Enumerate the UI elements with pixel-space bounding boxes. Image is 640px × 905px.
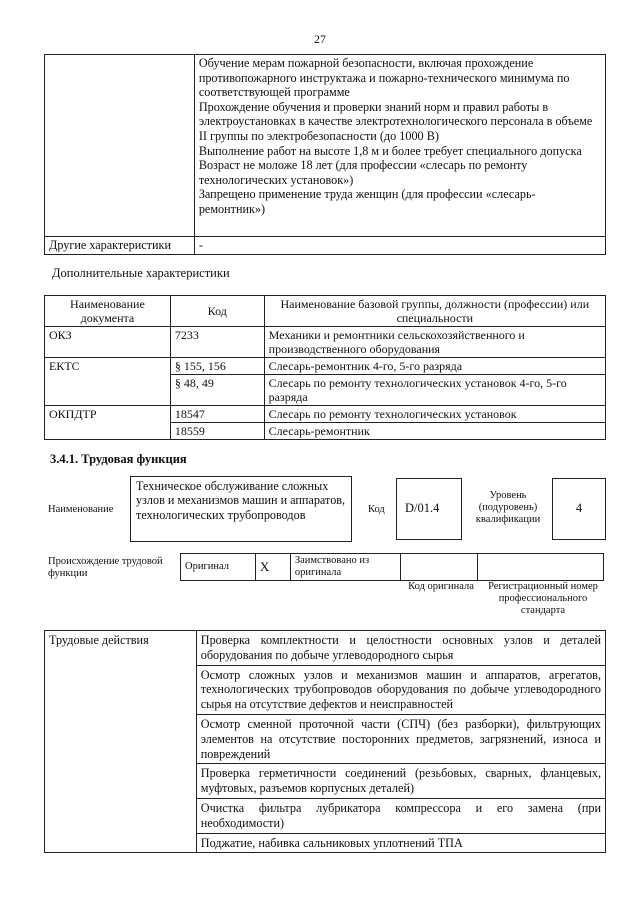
requirement-item: Запрещено применение труда женщин (для профессии «слесарь-ремонтник»): [198, 187, 536, 216]
labor-actions-label: Трудовые действия: [45, 631, 197, 853]
table-row: [45, 406, 606, 423]
requirement-item: Обучение мерам пожарной безопасности, включая прохождение противопожарного инструктажа и пожарно-технического минимума по соответствующей программе: [198, 56, 570, 100]
reg-number-label: Регистрационный номер профессионального стандарта: [488, 581, 598, 616]
qualification-level-label: Уровень (подуровень) квалификации: [475, 490, 541, 525]
doc-cell: ОКПДТР: [45, 406, 171, 440]
other-characteristics-label: Другие характеристики: [45, 237, 195, 255]
action-item: Поджатие, набивка сальниковых уплотнений ТПА: [196, 833, 605, 853]
additional-characteristics-table: [44, 295, 606, 440]
name-label: Наименование: [48, 504, 114, 515]
code-original-cell: [400, 554, 478, 581]
code-cell: 18547: [170, 406, 264, 423]
origin-label: Происхождение трудовой функции: [48, 556, 163, 579]
function-name-box: [130, 476, 352, 542]
table-row: [45, 327, 606, 358]
original-mark: X: [255, 554, 290, 581]
other-characteristics-value: -: [194, 237, 605, 255]
code-original-label: Код оригинала: [408, 581, 474, 592]
name-cell: Механики и ремонтники сельскохозяйственного и производственного оборудования: [264, 327, 605, 358]
section-title: 3.4.1. Трудовая функция: [50, 452, 187, 466]
header-group-name: Наименование базовой группы, должности (профессии) или специальности: [264, 296, 605, 327]
code-label: Код: [368, 504, 385, 515]
code-cell: 7233: [170, 327, 264, 358]
function-name-value: Техническое обслуживание сложных узлов и механизмов машин и аппаратов, технологических трубопроводов: [136, 479, 346, 522]
additional-characteristics-title: Дополнительные характеристики: [52, 266, 230, 280]
reg-number-cell: [478, 554, 604, 581]
code-cell: § 48, 49: [170, 375, 264, 406]
code-cell: § 155, 156: [170, 358, 264, 375]
action-item: Проверка герметичности соединений (резьбовых, сварных, фланцевых, муфтовых, разъемов корпусных деталей): [196, 764, 605, 799]
table-row: [45, 358, 606, 375]
doc-cell: ОКЗ: [45, 327, 171, 358]
name-cell: Слесарь по ремонту технологических установок 4-го, 5-го разряда: [264, 375, 605, 406]
table-row: [45, 631, 606, 666]
page-number: 27: [314, 32, 326, 46]
name-cell: Слесарь-ремонтник 4-го, 5-го разряда: [264, 358, 605, 375]
qualification-level-box: [552, 478, 606, 540]
requirement-item: Выполнение работ на высоте 1,8 м и более требует специального допуска: [198, 143, 582, 158]
action-item: Очистка фильтра лубрикатора компрессора и его замена (при необходимости): [196, 798, 605, 833]
requirements-table: [44, 54, 606, 255]
origin-table: [180, 553, 604, 581]
doc-cell: ЕКТС: [45, 358, 171, 406]
requirements-label-cell: [45, 55, 195, 237]
requirements-cell: [194, 55, 605, 237]
requirement-item: Возраст не моложе 18 лет (для профессии «слесарь по ремонту технологических установок»): [198, 158, 528, 187]
action-item: Осмотр сменной проточной части (СПЧ) (без разборки), фильтрующих элементов на отсутствие посторонних предметов, загрязнений, износа и повреждений: [196, 714, 605, 763]
labor-actions-table: [44, 630, 606, 853]
header-code: Код: [170, 296, 264, 327]
action-item: Проверка комплектности и целостности основных узлов и деталей оборудования по добыче углеводородного сырья: [196, 631, 605, 666]
function-code-box: [396, 478, 462, 540]
qualification-level-value: 4: [575, 501, 583, 515]
header-document: Наименование документа: [45, 296, 171, 327]
name-cell: Слесарь-ремонтник: [264, 423, 605, 440]
action-item: Осмотр сложных узлов и механизмов машин и аппаратов, агрегатов, технологических трубопроводов оборудования по добыче углеводородного сырья на отсутствие дефектов и неисправностей: [196, 665, 605, 714]
borrowed-label: Заимствовано из оригинала: [290, 554, 400, 581]
requirement-item: Прохождение обучения и проверки знаний норм и правил работы в электроустановках в качестве электротехнологического персонала в объеме II группы по электробезопасности (до 1000 В): [198, 99, 593, 143]
function-code-value: D/01.4: [405, 501, 440, 515]
code-cell: 18559: [170, 423, 264, 440]
name-cell: Слесарь по ремонту технологических установок: [264, 406, 605, 423]
original-label: Оригинал: [181, 554, 256, 581]
